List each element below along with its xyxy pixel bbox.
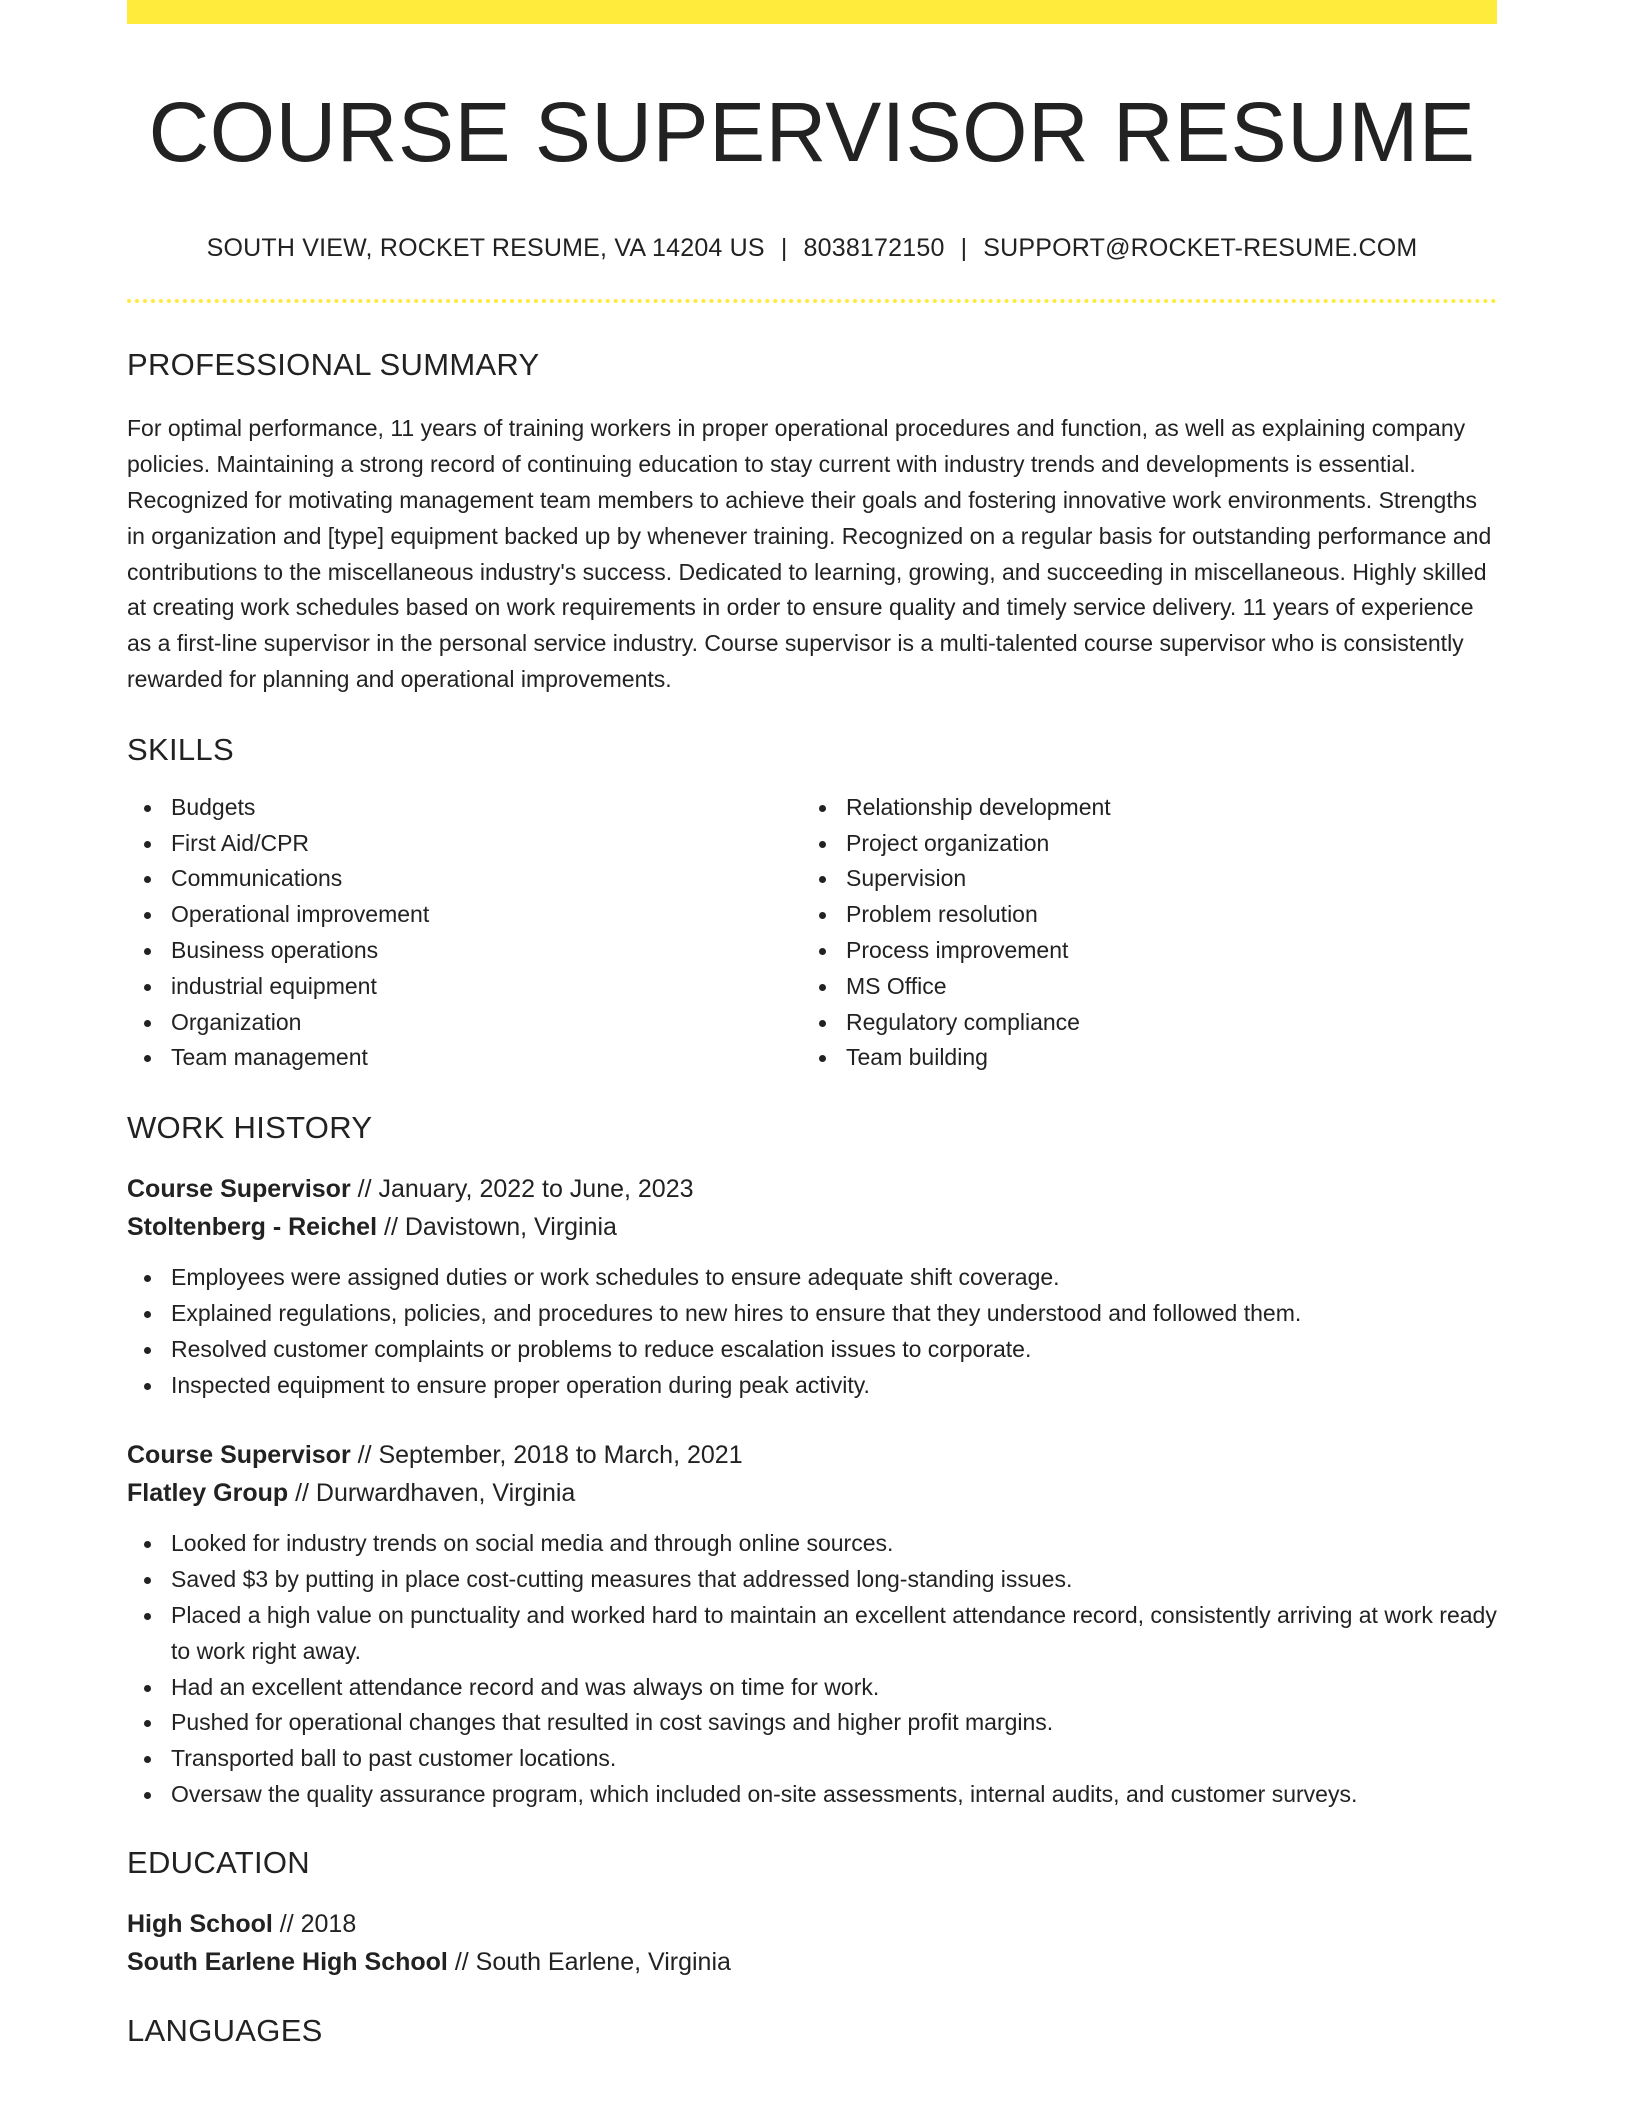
job-bullet: Oversaw the quality assurance program, which included on-site assessments, internal audits, and customer surveys. [127,1777,1497,1813]
skill-item: Business operations [127,933,802,969]
skill-item: Process improvement [802,933,1477,969]
job-bullet: Placed a high value on punctuality and worked hard to maintain an excellent attendance record, consistently arriving at work ready to work right away. [127,1598,1497,1670]
contact-phone: 8038172150 [803,234,945,263]
languages-heading: LANGUAGES [127,2012,323,2048]
summary-text: For optimal performance, 11 years of training workers in proper operational procedures and function, as well as explaining company policies. Maintaining a strong record of continuing education to stay current with industry trends and developments is essential. Recognized for motivating management team members to achieve their goals and fostering innovative work environments. Strengths in organization and [type] equipment backed up by whenever training. Recognized on a regular basis for outstanding performance and contributions to the miscellaneous industry's success. Dedicated to learning, growing, and succeeding in miscellaneous. Highly skilled at creating work schedules based on work requirements in order to ensure quality and timely service delivery. 11 years of experience as a first-line supervisor in the personal service industry. Course supervisor is a multi-talented course supervisor who is consistently rewarded for planning and operational improvements. [127,415,1492,692]
skill-item: Project organization [802,826,1477,862]
job-title-line [127,1170,1497,1208]
education-year: // 2018 [272,1909,357,1938]
job-bullet: Inspected equipment to ensure proper operation during peak activity. [127,1368,1497,1404]
skills-list [127,790,1497,1076]
education-degree: High School [127,1909,273,1938]
skill-item: Team building [802,1040,1477,1076]
skill-item: Supervision [802,861,1477,897]
skills-column-left [127,790,802,1076]
job-entry [127,1170,1497,1403]
resume-page [127,0,1497,2112]
job-location: // Davistown, Virginia [377,1213,617,1242]
job-location: // Durwardhaven, Virginia [288,1479,576,1508]
skill-item: Operational improvement [127,897,802,933]
job-company-line [127,1208,1497,1246]
job-title-line [127,1436,1497,1474]
contact-separator: | [960,234,968,263]
skill-item: Problem resolution [802,897,1477,933]
skill-item: Communications [127,861,802,897]
contact-separator: | [780,234,788,263]
contact-address: SOUTH VIEW, ROCKET RESUME, VA 14204 US [206,234,765,263]
skill-item: Relationship development [802,790,1477,826]
education-degree-line [127,1905,1497,1943]
skill-item: Organization [127,1005,802,1041]
job-title: Course Supervisor [127,1441,351,1470]
education-school: South Earlene High School [127,1947,448,1976]
job-bullet: Transported ball to past customer locations. [127,1741,1497,1777]
skill-item: Budgets [127,790,802,826]
work-history-heading: WORK HISTORY [127,1110,373,1146]
job-bullet: Had an excellent attendance record and was always on time for work. [127,1670,1497,1706]
job-bullets [127,1260,1497,1403]
skills-heading: SKILLS [127,731,234,767]
education-entry [127,1905,1497,1981]
job-entry [127,1436,1497,1812]
job-bullet: Saved $3 by putting in place cost-cutting measures that addressed long-standing issues. [127,1562,1497,1598]
skill-item: Team management [127,1040,802,1076]
skill-item: industrial equipment [127,969,802,1005]
job-bullet: Pushed for operational changes that resulted in cost savings and higher profit margins. [127,1705,1497,1741]
job-bullet: Looked for industry trends on social media and through online sources. [127,1526,1497,1562]
job-title: Course Supervisor [127,1175,351,1204]
education-heading: EDUCATION [127,1844,310,1880]
job-company: Flatley Group [127,1479,289,1508]
contact-line [127,233,1497,263]
skill-item: Regulatory compliance [802,1005,1477,1041]
job-bullet: Explained regulations, policies, and procedures to new hires to ensure that they understood and followed them. [127,1296,1497,1332]
summary-heading: PROFESSIONAL SUMMARY [127,347,540,383]
job-dates: // September, 2018 to March, 2021 [350,1441,743,1470]
job-bullets [127,1526,1497,1812]
job-bullet: Employees were assigned duties or work schedules to ensure adequate shift coverage. [127,1260,1497,1296]
skill-item: MS Office [802,969,1477,1005]
contact-email: SUPPORT@ROCKET-RESUME.COM [983,234,1418,263]
job-company-line [127,1474,1497,1512]
education-school-line [127,1943,1497,1981]
education-location: // South Earlene, Virginia [447,1947,731,1976]
skills-column-right [802,790,1477,1076]
dotted-divider [127,299,1497,303]
job-bullet: Resolved customer complaints or problems to reduce escalation issues to corporate. [127,1332,1497,1368]
resume-title: COURSE SUPERVISOR RESUME [148,85,1476,179]
skill-item: First Aid/CPR [127,826,802,862]
job-company: Stoltenberg - Reichel [127,1213,378,1242]
job-dates: // January, 2022 to June, 2023 [350,1175,694,1204]
accent-bar [127,0,1497,24]
